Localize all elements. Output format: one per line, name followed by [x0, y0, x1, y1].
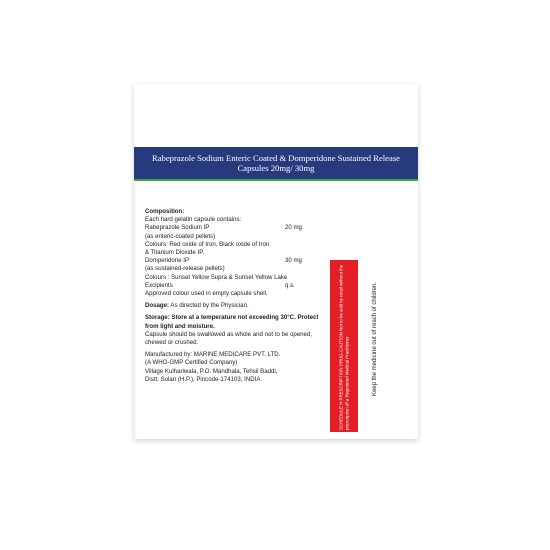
- dosage-text: As directed by the Physician.: [169, 302, 249, 310]
- manufacturer-line: Manufactured by: MARINE MEDICARE PVT. LTD.: [145, 351, 281, 359]
- swallow-instruction: Capsule should be swallowed as whole and not to be opened, chewed or crushed.: [145, 330, 313, 347]
- product-title: Rabeprazole Sodium Enteric Coated & Domperidone Sustained Release Capsules 20mg/ 30mg: [152, 152, 400, 173]
- ingredient-name: Domperidone IP: [145, 257, 190, 265]
- ingredient-amount: 30 mg: [285, 257, 302, 265]
- schedule-h-warning-band: [330, 260, 358, 432]
- colours-line-cont: & Titanium Dioxide IP.: [145, 249, 205, 257]
- ingredient-row: [145, 224, 320, 232]
- composition-intro: Each hard gelatin capsule contains:: [145, 216, 242, 224]
- composition-panel: [145, 208, 320, 384]
- ingredient-row: [145, 257, 320, 265]
- ingredient-name: Rabeprazole Sodium IP: [145, 224, 210, 232]
- keep-out-of-reach-text: Keep the medicine out of reach of children.: [372, 281, 378, 397]
- ingredient-amount: 20 mg: [285, 224, 302, 232]
- manufacturer-line: (A WHO-GMP Certified Company): [145, 359, 238, 367]
- dosage-line: [145, 302, 320, 310]
- excipients-name: Excipients: [145, 281, 173, 289]
- storage-text: Storage: Store at a temperature not exceeding 30°C. Protect from light and moisture.: [145, 314, 319, 330]
- medicine-carton: [134, 84, 418, 439]
- excipients-amount: q.s.: [285, 281, 295, 289]
- colours-line: Colours: Red oxide of Iron, Black oxide of Iron: [145, 240, 270, 248]
- manufacturer-line: Village Kulhariwala, P.O. Mandhala, Tehsil Baddi,: [145, 367, 278, 375]
- product-banner: [134, 147, 418, 179]
- excipients-row: [145, 282, 320, 290]
- approved-colour-note: Approved colour used in empty capsule shell.: [145, 290, 268, 298]
- ingredient-note: (as enteric-coated pellets): [145, 232, 216, 240]
- colours-line: Colours : Sunset Yellow Supra & Sunset Yellow Lake: [145, 273, 288, 281]
- banner-accent-line: [134, 179, 418, 181]
- composition-heading: Composition:: [145, 208, 185, 215]
- manufacturer-line: Distt. Solan (H.P.), Pincode-174103, INDIA: [145, 375, 261, 383]
- ingredient-note: (as sustained-release pellets): [145, 265, 225, 273]
- schedule-h-warning-text: SCHEDULE H PRESCRIPTION DRUG-CAUTION Not to be sold by retail without the prescription of a Registered Medical Practitioner: [338, 264, 349, 430]
- carton-edge-shadow: [134, 181, 137, 439]
- carton-top-panel: [134, 84, 418, 147]
- dosage-label: Dosage:: [145, 302, 170, 310]
